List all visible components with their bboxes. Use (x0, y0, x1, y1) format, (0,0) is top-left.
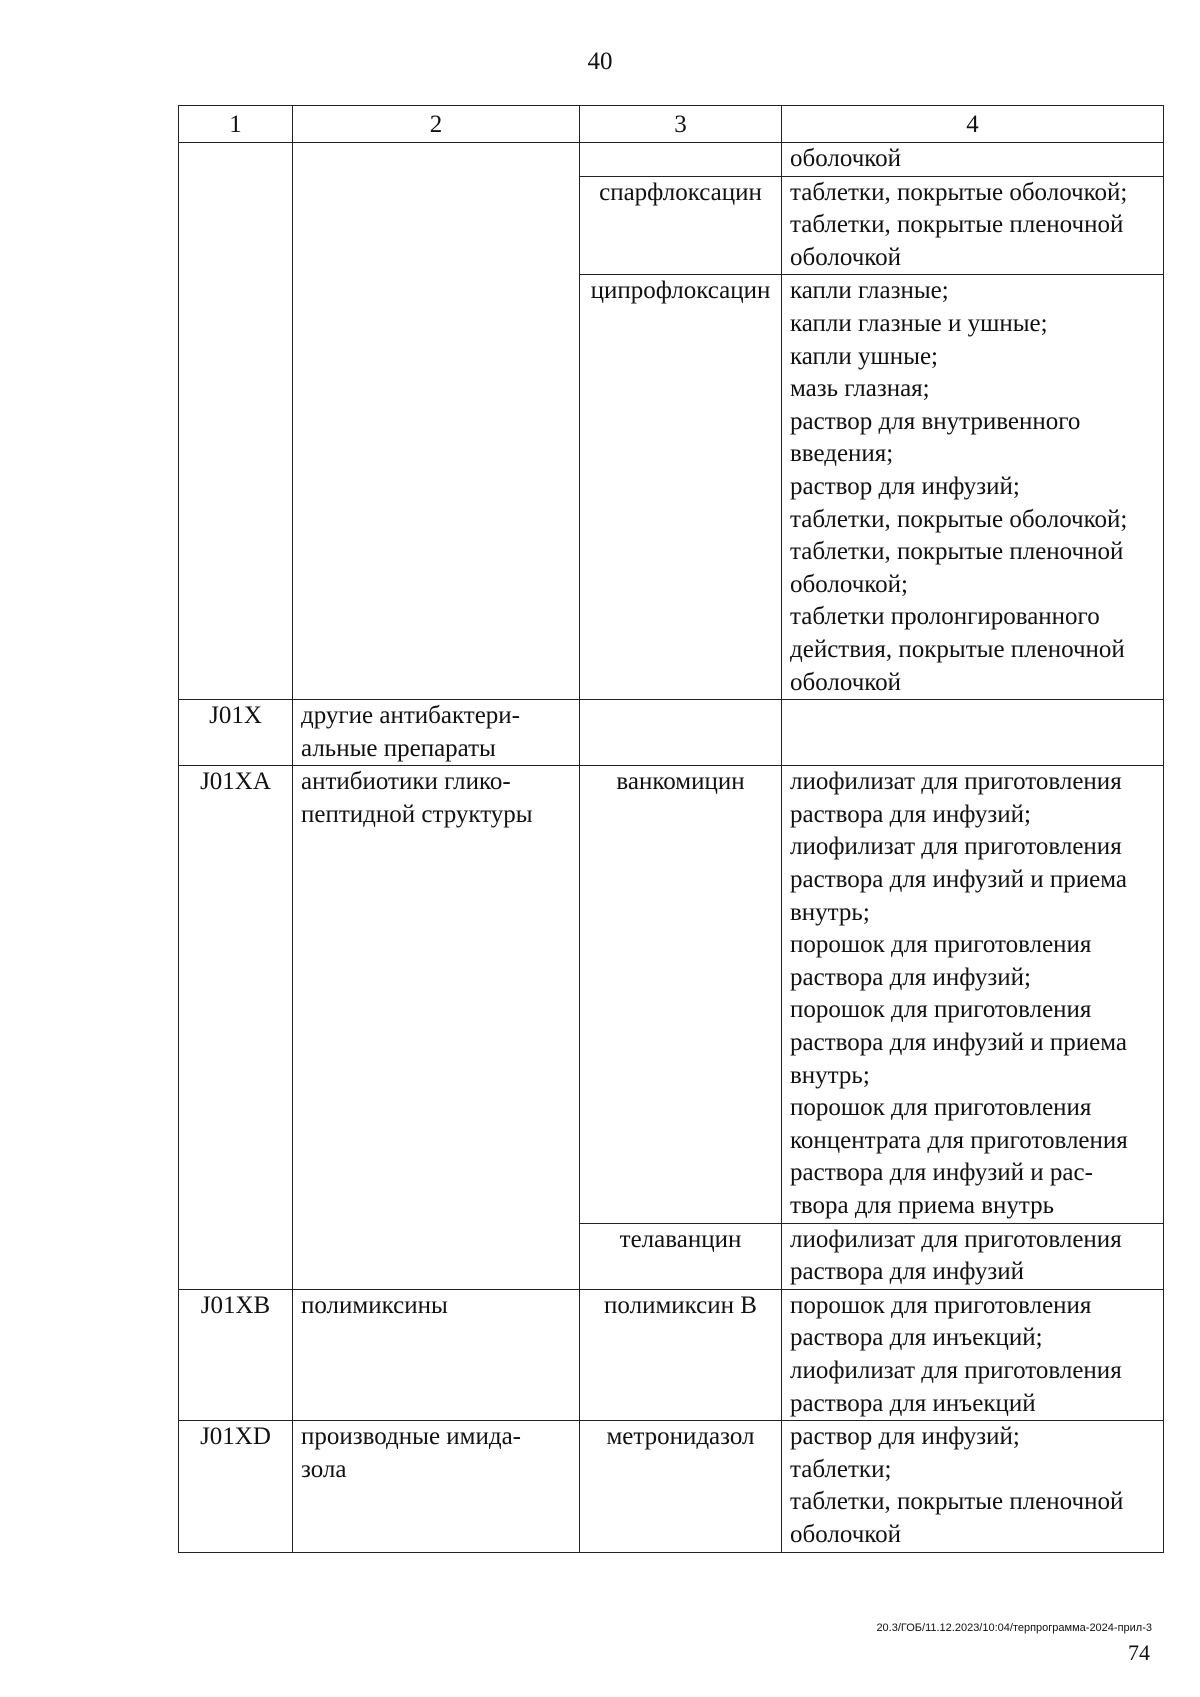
dosage-form-line: лиофилизат для приготовления (790, 768, 1122, 796)
header-col-3: 3 (580, 106, 782, 143)
dosage-form-line: оболочкой (790, 145, 902, 172)
dosage-form-line: таблетки пролонгированного (790, 603, 1100, 631)
dosage-forms-cell (782, 143, 1164, 177)
dosage-form-line: раствора для инфузий и приема (790, 1029, 1127, 1057)
table-row (179, 1289, 1164, 1420)
dosage-form-line: порошок для приготовления (790, 931, 1092, 959)
drug-name-cell: телаванцин (580, 1223, 782, 1289)
group-cell (293, 1289, 580, 1420)
table-header-row (179, 106, 1164, 143)
dosage-forms-cell (782, 275, 1164, 700)
dosage-form-line: порошок для приготовления (790, 1094, 1092, 1122)
group-cell (293, 766, 580, 1290)
drug-name-cell: спарфлоксацин (580, 176, 782, 275)
document-reference: 20.3/ГОБ/11.12.2023/10:04/терпрограмма-2024-прил-3 (876, 1622, 1152, 1634)
dosage-form-line: таблетки, покрытые оболочкой; (790, 178, 1128, 206)
header-col-4: 4 (782, 106, 1164, 143)
dosage-form-line: лиофилизат для приготовления (790, 1225, 1122, 1253)
dosage-form-line: раствор для внутривенного (790, 407, 1081, 435)
dosage-form-line: раствора для инфузий; (790, 963, 1031, 991)
dosage-form-line: раствора для инфузий; (790, 800, 1031, 828)
dosage-form-line: таблетки; (790, 1455, 892, 1483)
group-cell (293, 1421, 580, 1552)
dosage-form-line: действия, покрытые пленочной (790, 635, 1125, 663)
group-name-line: полимиксины (301, 1291, 448, 1319)
atc-code-cell: J01X (179, 700, 293, 766)
dosage-form-line: лиофилизат для приготовления (790, 1356, 1122, 1384)
dosage-forms-cell (782, 1223, 1164, 1289)
dosage-form-line: введения; (790, 440, 894, 468)
group-name-line: другие антибактери- (301, 702, 521, 730)
header-col-2: 2 (293, 106, 580, 143)
group-cell (293, 143, 580, 700)
dosage-form-line: оболочкой (790, 668, 902, 696)
drug-name-cell (580, 143, 782, 177)
dosage-form-line: раствора для инфузий (790, 1258, 1025, 1286)
dosage-form-line: лиофилизат для приготовления (790, 833, 1122, 861)
atc-code-cell: J01XD (179, 1421, 293, 1552)
atc-code-cell (179, 143, 293, 700)
dosage-forms-cell (782, 1289, 1164, 1420)
header-col-1: 1 (179, 106, 293, 143)
dosage-form-line: раствор для инфузий; (790, 1423, 1020, 1451)
dosage-form-line: мазь глазная; (790, 375, 930, 403)
atc-code-cell: J01XA (179, 766, 293, 1290)
drug-table (178, 105, 1164, 1553)
dosage-form-line: оболочкой (790, 1520, 902, 1548)
dosage-form-line: раствора для инфузий и рас- (790, 1159, 1093, 1187)
table-row (179, 766, 1164, 1223)
drug-name-cell: ванкомицин (580, 766, 782, 1223)
dosage-form-line: раствора для инфузий и приема (790, 866, 1127, 894)
group-name-line: зола (301, 1455, 347, 1483)
dosage-form-line: капли глазные; (790, 277, 949, 305)
dosage-form-line: таблетки, покрытые оболочкой; (790, 505, 1128, 533)
dosage-form-line: оболочкой; (790, 570, 908, 598)
table-row (179, 1421, 1164, 1552)
dosage-forms-cell (782, 1421, 1164, 1552)
group-name-line: антибиотики глико- (301, 768, 511, 796)
dosage-form-line: капли глазные и ушные; (790, 309, 1048, 337)
dosage-form-line: капли ушные; (790, 342, 938, 370)
dosage-form-line: раствора для инъекций (790, 1389, 1036, 1417)
table-row (179, 700, 1164, 766)
dosage-form-line: порошок для приготовления (790, 1291, 1092, 1319)
dosage-form-line: таблетки, покрытые пленочной (790, 538, 1124, 566)
dosage-form-line: раствора для инъекций; (790, 1324, 1043, 1352)
drug-name-cell: полимиксин В (580, 1289, 782, 1420)
dosage-form-line: твора для приема внутрь (790, 1192, 1055, 1219)
dosage-forms-cell (782, 766, 1164, 1223)
dosage-form-line: порошок для приготовления (790, 996, 1092, 1024)
dosage-forms-cell (782, 176, 1164, 275)
atc-code-cell: J01XB (179, 1289, 293, 1420)
group-cell (293, 700, 580, 766)
group-name-line: альные препараты (301, 734, 496, 762)
dosage-form-line: раствор для инфузий; (790, 472, 1020, 500)
sheet-number: 74 (1128, 1640, 1150, 1665)
dosage-form-line: таблетки, покрытые пленочной (790, 211, 1124, 239)
table-row (179, 143, 1164, 177)
drug-name-cell: ципрофлоксацин (580, 275, 782, 700)
dosage-form-line: внутрь; (790, 1061, 870, 1089)
group-name-line: пептидной структуры (301, 800, 533, 828)
drug-name-cell: метронидазол (580, 1421, 782, 1552)
dosage-forms-cell (782, 700, 1164, 766)
dosage-form-line: оболочкой (790, 243, 902, 271)
drug-name-cell (580, 700, 782, 766)
group-name-line: производные имида- (301, 1423, 522, 1451)
dosage-form-line: таблетки, покрытые пленочной (790, 1488, 1124, 1516)
page-number: 40 (587, 48, 613, 75)
dosage-form-line: концентрата для приготовления (790, 1126, 1128, 1154)
dosage-form-line: внутрь; (790, 898, 870, 926)
